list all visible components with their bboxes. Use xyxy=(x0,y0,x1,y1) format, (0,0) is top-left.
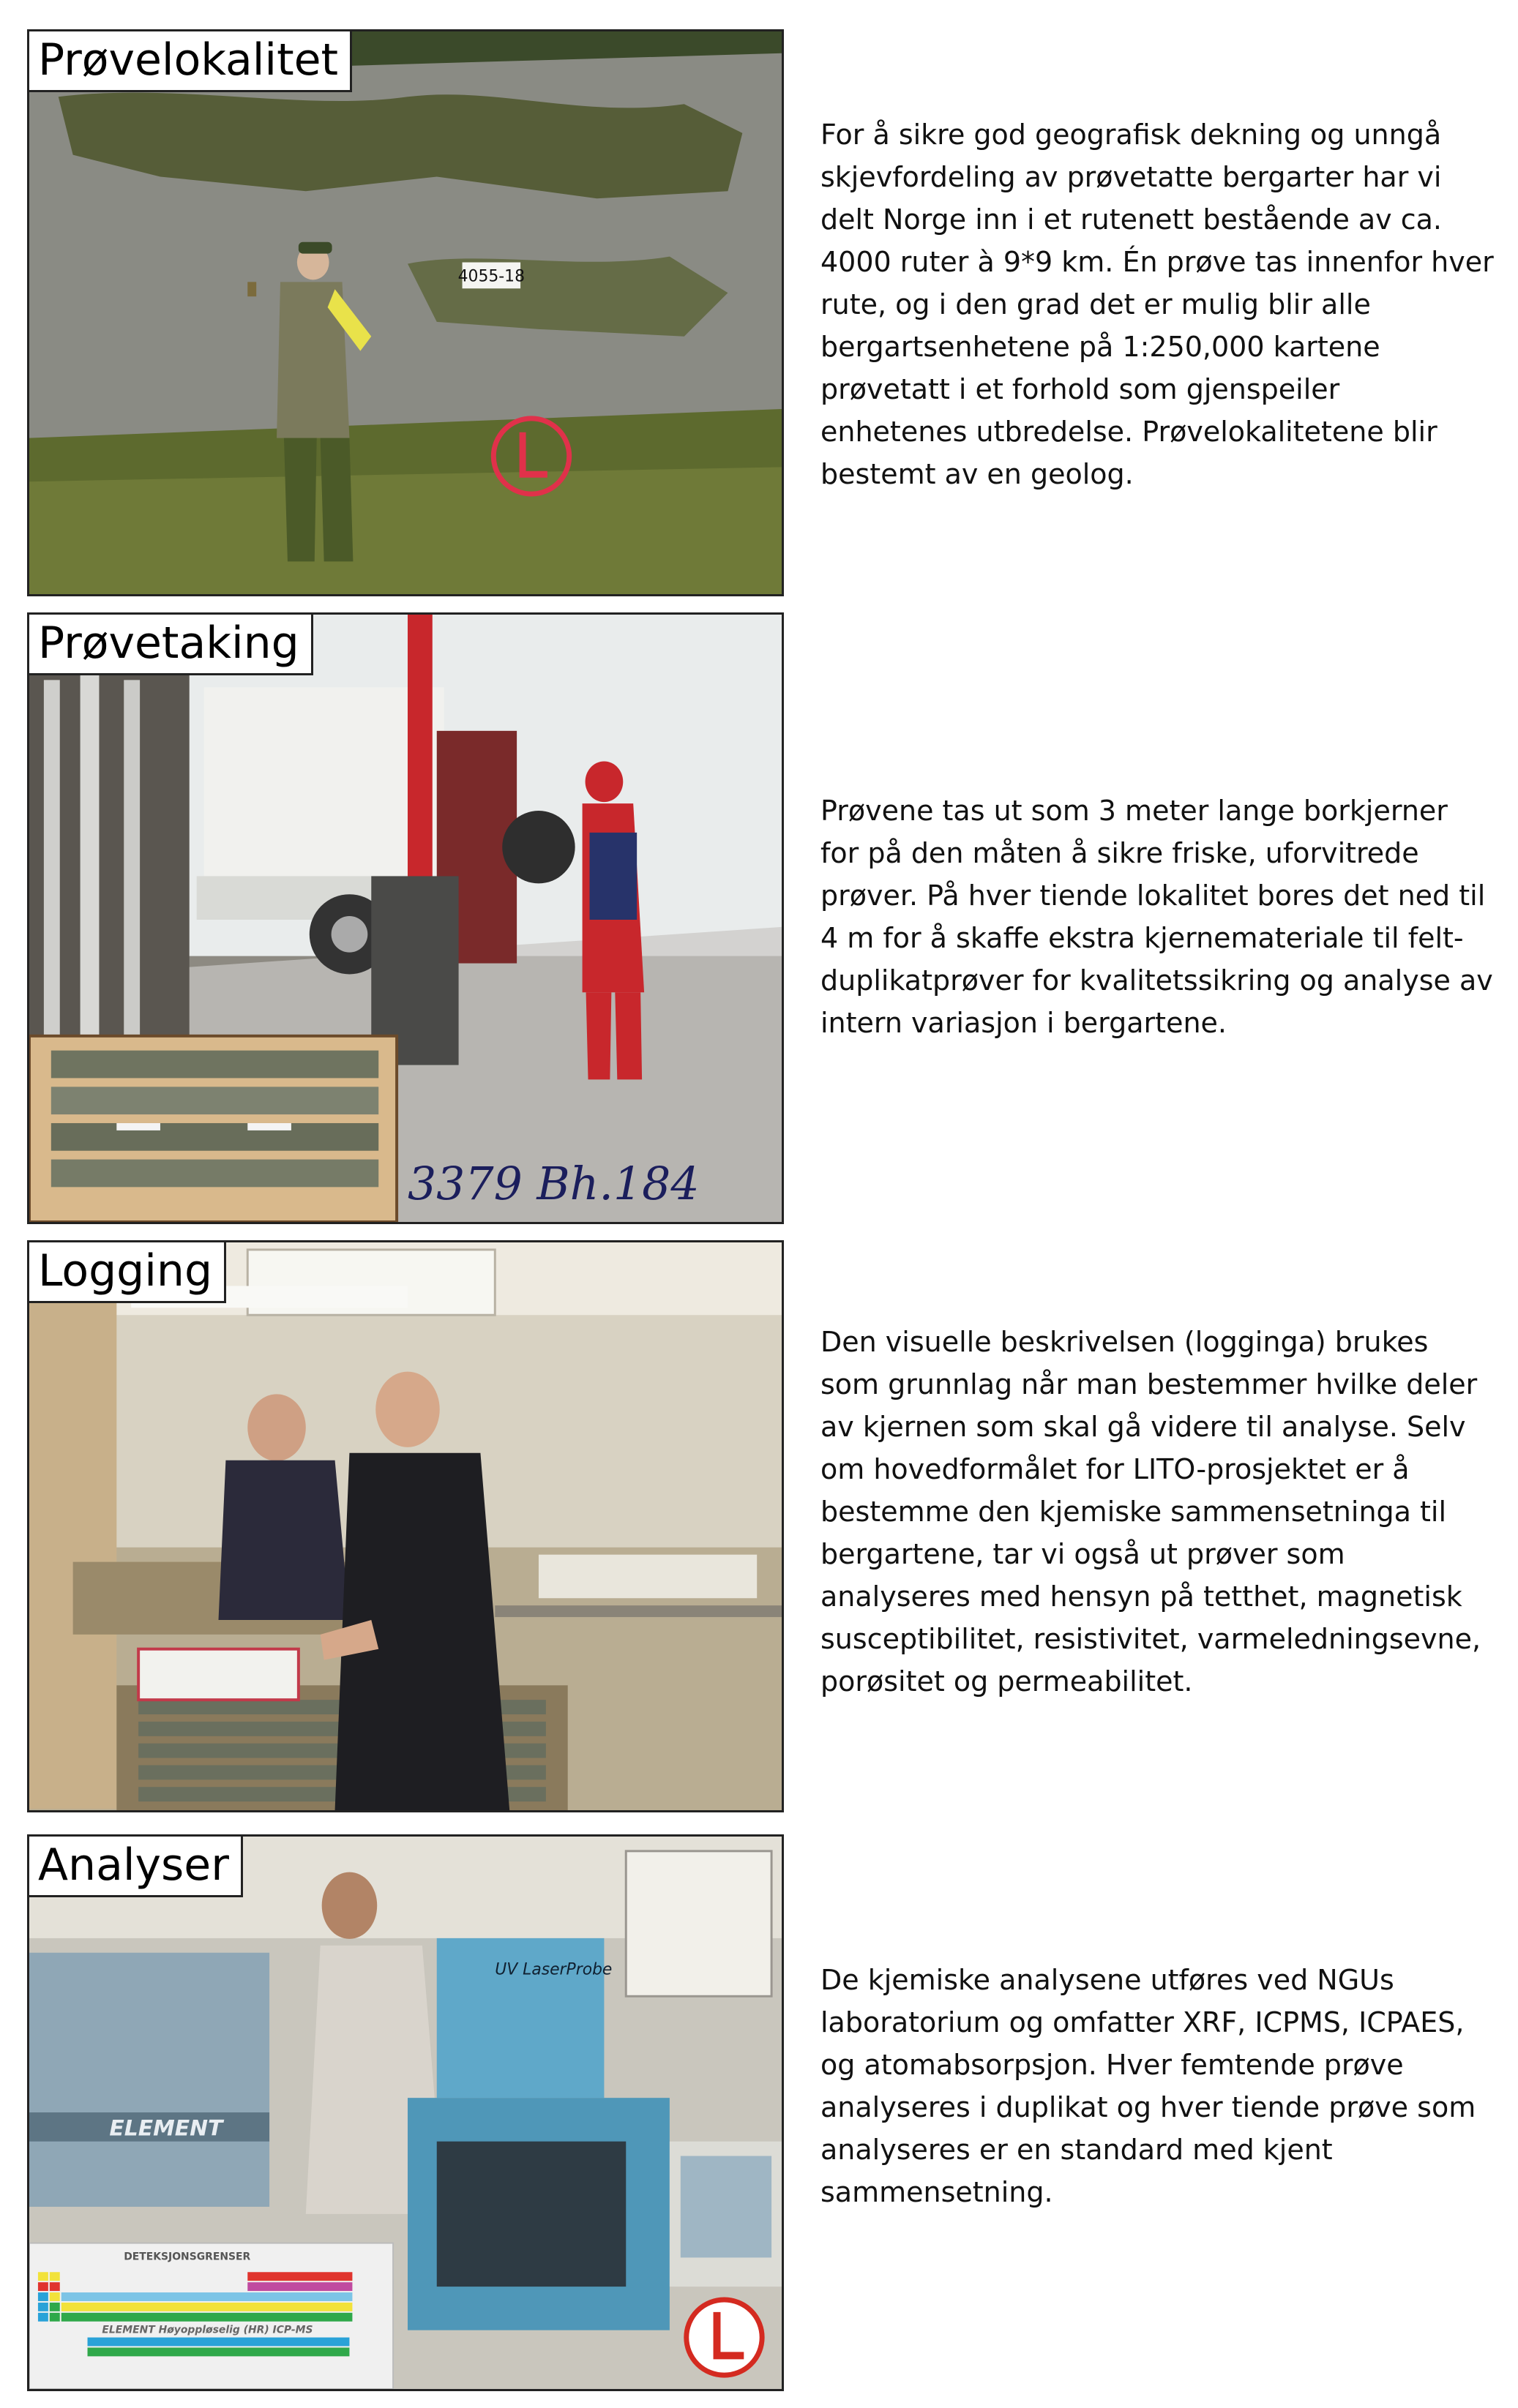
photo-core-logging xyxy=(27,1240,784,1812)
periodic-table-title: DETEKSJONSGRENSER xyxy=(124,2251,251,2263)
sample-number-tag: 4055-18 xyxy=(457,267,526,286)
photo-drilling-rig xyxy=(27,612,784,1224)
section-description: De kjemiske analysene utføres ved NGUs laboratorium og omfatter XRF, ICPMS, ICPAES, og atomabsorpsjon. Hver femtende prøve analyseres i duplikat og hver tiende prøve som analyseres er en standard med kjent sammensetning. xyxy=(820,1964,1476,2208)
section-title: Analyser xyxy=(29,1837,243,1897)
section-title: Prøvelokalitet xyxy=(29,31,352,92)
core-box-label: 3379 Bh.184 xyxy=(407,1158,700,1211)
photo-laboratory xyxy=(27,1834,784,2391)
periodic-table-footer: ELEMENT Høyoppløselig (HR) ICP-MS xyxy=(102,2324,313,2336)
core-logging-image xyxy=(29,1242,782,1810)
laser-probe-label: UV LaserProbe xyxy=(495,1960,613,1979)
rock-outcrop-image xyxy=(29,31,782,594)
section-title: Logging xyxy=(29,1242,226,1303)
section-title: Prøvetaking xyxy=(29,615,313,675)
section-description: Den visuelle beskrivelsen (logginga) brukes som grunnlag når man bestemmer hvilke deler av kjernen som skal gå videre til analyse. Selv om hovedformålet for LITO-prosjektet er å bestemme den kjemiske sammensetninga til bergartene, tar vi også ut prøver som analyseres med hensyn på tetthet, magnetisk susceptibilitet, resistivitet, varmeledningsevne, porøsitet og permeabilitet. xyxy=(820,1326,1481,1698)
section-description: For å sikre god geografisk dekning og unngå skjevfordeling av prøvetatte bergarter har vi delt Norge inn i et rutenett bestående av ca. 4000 ruter à 9*9 km. Én prøve tas innenfor hver rute, og i den grad det er mulig blir alle bergartsenhetene på 1:250,000 kartene prøvetatt i et forhold som gjenspeiler enhetenes utbredelse. Prøvelokalitetene blir bestemt av en geolog. xyxy=(820,119,1494,490)
laboratory-image xyxy=(29,1837,782,2389)
instrument-brand-label: ELEMENT xyxy=(109,2115,223,2142)
drilling-rig-image xyxy=(29,615,782,1222)
section-description: Prøvene tas ut som 3 meter lange borkjerner for på den måten å sikre friske, uforvitrede prøver. På hver tiende lokalitet bores det ned til 4 m for å skaffe ekstra kjernemateriale til felt-duplikatprøver for kvalitetssikring og analyse av intern variasjon i bergartene. xyxy=(820,795,1493,1039)
photo-sampling-site xyxy=(27,29,784,596)
